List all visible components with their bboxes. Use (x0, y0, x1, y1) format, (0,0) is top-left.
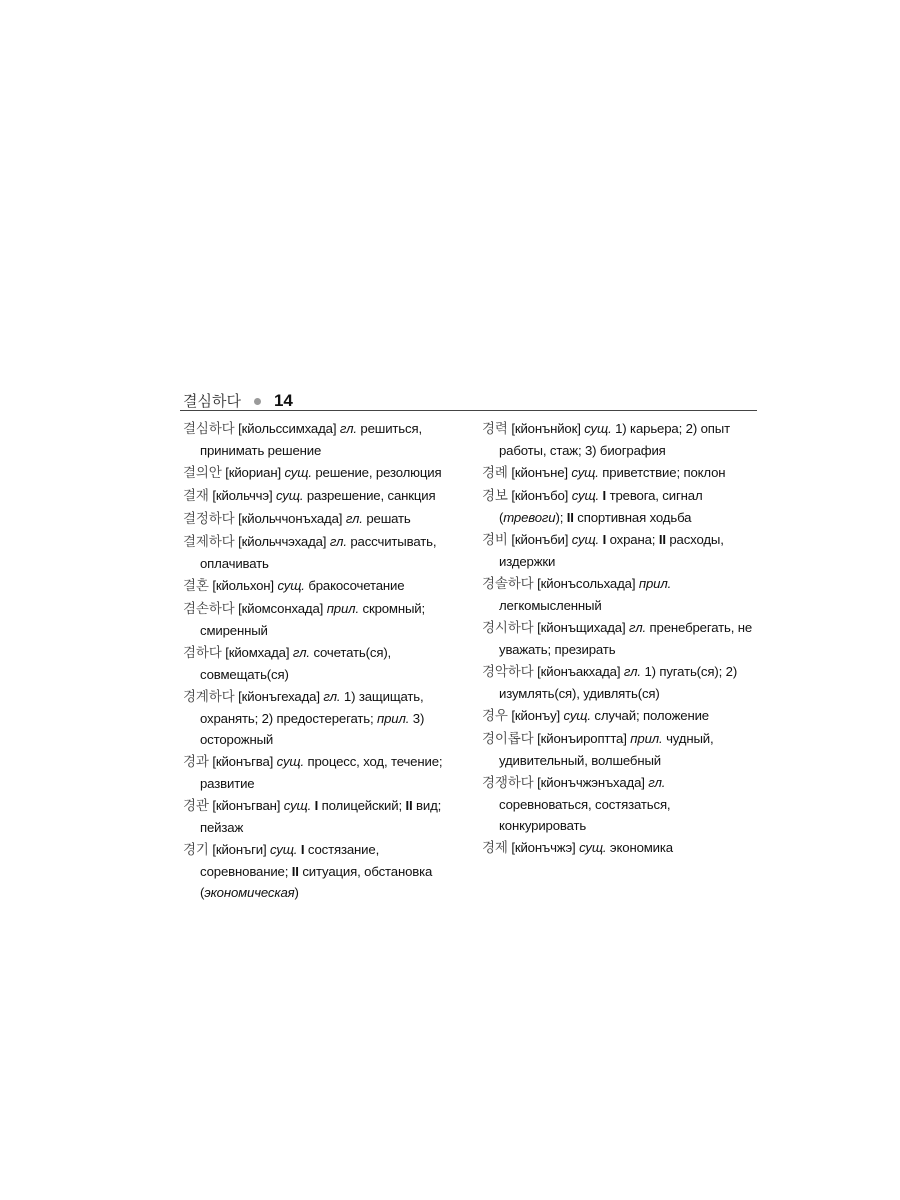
dictionary-entry (183, 531, 465, 574)
transcription: [кйонъщихада] (537, 620, 626, 635)
part-of-speech: прил. (326, 601, 359, 616)
part-of-speech: гл. (329, 534, 347, 549)
definition-text: легкомысленный (499, 598, 602, 613)
left-column (183, 418, 465, 904)
dictionary-entry (183, 642, 465, 685)
definition-text: сочетать(ся), совмещать(ся) (200, 645, 392, 682)
definition-text: случай; положение (594, 708, 709, 723)
page-number: 14 (273, 391, 293, 410)
definition-text: пренебрегать, не уважать; презирать (499, 620, 753, 657)
definition-text: рассчитывать, оплачивать (200, 534, 437, 571)
definition-text: скромный; смиренный (200, 601, 426, 638)
part-of-speech: сущ. (571, 488, 600, 503)
bullet-separator-icon (254, 398, 261, 405)
headword-korean: 경쟁하다 (482, 775, 534, 791)
sense-marker-1: I (602, 488, 607, 503)
definition-text: соревноваться, состязаться, конкурировать (499, 797, 671, 833)
transcription: [кйольччонъхада] (238, 511, 343, 526)
transcription: [кйольхон] (212, 578, 274, 593)
dictionary-entry (183, 686, 465, 750)
part-of-speech: сущ. (579, 840, 607, 855)
part-of-speech: гл. (292, 645, 310, 660)
definition-text-tail: вид; пейзаж (200, 798, 442, 835)
part-of-speech: гл. (648, 775, 666, 790)
dictionary-entry (482, 772, 760, 836)
definition (366, 511, 410, 526)
transcription: [кйольччэхада] (238, 534, 327, 549)
definition (610, 840, 673, 855)
part-of-speech: гл. (629, 620, 647, 635)
dictionary-entry (482, 705, 760, 727)
dictionary-entry (183, 751, 465, 794)
part-of-speech: сущ. (283, 798, 312, 813)
definition-text: тревога, сигнал ( (499, 488, 703, 525)
dictionary-entry (482, 462, 760, 484)
part-of-speech: сущ. (276, 488, 304, 503)
headword-korean: 결혼 (183, 578, 209, 594)
part-of-speech-2: прил. (377, 711, 410, 726)
sense-marker-1: I (314, 798, 319, 813)
transcription: [кйомхада] (225, 645, 290, 660)
headword-korean: 결정하다 (183, 511, 235, 527)
definition-text: процесс, ход, течение; развитие (200, 754, 443, 791)
headword-korean: 결재 (183, 488, 209, 504)
definition-text-tail: ситуация, обстановка ( (200, 864, 433, 900)
definition (602, 465, 725, 480)
definition-text: 1) защищать, охранять; 2) предостерегать; (200, 689, 424, 726)
headword-korean: 경악하다 (482, 664, 534, 680)
dictionary-entry (183, 418, 465, 461)
definition-note: тревоги (503, 510, 556, 525)
definition-text: охрана; (606, 532, 659, 547)
definition (499, 598, 602, 613)
sense-marker-1: I (300, 842, 305, 857)
part-of-speech: сущ. (277, 578, 305, 593)
part-of-speech: сущ. (571, 532, 600, 547)
dictionary-entry (183, 575, 465, 597)
transcription: [кйонъги] (212, 842, 267, 857)
headword-korean: 경솔하다 (482, 576, 534, 592)
transcription: [кйольссимхада] (238, 421, 337, 436)
transcription: [кйориан] (225, 465, 281, 480)
transcription: [кйольччэ] (212, 488, 273, 503)
definition-text-2: 3) осторожный (200, 711, 425, 747)
headword-korean: 결심하다 (183, 421, 235, 437)
definition-note: экономическая (204, 885, 295, 900)
sense-marker-1: I (602, 532, 607, 547)
headword-korean: 경비 (482, 532, 508, 548)
definition-text: экономика (609, 840, 673, 855)
part-of-speech: сущ. (563, 708, 591, 723)
definition-text: решиться, принимать решение (200, 421, 422, 458)
dictionary-entry (183, 508, 465, 530)
transcription: [кйонъироптта] (537, 731, 627, 746)
headword-korean: 경기 (183, 842, 209, 858)
definition-text: чудный, удивительный, волшебный (499, 731, 714, 768)
dictionary-entry (183, 795, 465, 838)
part-of-speech: гл. (323, 689, 341, 704)
headword-korean: 경제 (482, 840, 508, 856)
headword-korean: 결제하다 (183, 534, 235, 550)
sense-marker-2: II (291, 864, 299, 879)
definition-text-tail: спортивная ходьба (573, 510, 692, 525)
dictionary-entry (482, 837, 760, 859)
definition-text: решение, резолюция (315, 465, 442, 480)
definition-text-mid: ); (555, 510, 567, 525)
dictionary-entry (482, 529, 760, 572)
definition (594, 708, 709, 723)
headword-korean: 경계하다 (183, 689, 235, 705)
right-column (482, 418, 760, 860)
dictionary-entry (482, 573, 760, 616)
part-of-speech: прил. (638, 576, 672, 591)
definition-text: полицейский; (318, 798, 406, 813)
part-of-speech: сущ. (584, 421, 612, 436)
dictionary-entry (183, 839, 465, 903)
transcription: [кйонъгва] (212, 754, 274, 769)
definition-text: бракосочетание (308, 578, 405, 593)
transcription: [кйонъчжэнъхада] (537, 775, 645, 790)
headword-korean: 경시하다 (482, 620, 534, 636)
headword-korean: 경관 (183, 798, 209, 814)
header-word: 결심하다 (183, 392, 241, 410)
transcription: [кйомсонхада] (238, 601, 324, 616)
headword-korean: 결의안 (183, 465, 222, 481)
sense-marker-2: II (658, 532, 666, 547)
definition-text: разрешение, санкция (306, 488, 436, 503)
definition (308, 578, 404, 593)
dictionary-entry (482, 728, 760, 771)
definition-text: 1) карьера; 2) опыт работы, стаж; 3) биография (499, 421, 730, 458)
headword-korean: 경례 (482, 465, 508, 481)
part-of-speech: сущ. (571, 465, 599, 480)
dictionary-entry (482, 418, 760, 461)
definition-text: решать (366, 511, 411, 526)
dictionary-entry (183, 485, 465, 507)
dictionary-entry (482, 485, 760, 528)
sense-marker-2: II (566, 510, 574, 525)
transcription: [кйонъгван] (212, 798, 281, 813)
transcription: [кйонъсольхада] (537, 576, 636, 591)
dictionary-entry (183, 462, 465, 484)
transcription: [кйонъне] (511, 465, 568, 480)
definition-text: состязание, соревнование; (200, 842, 380, 879)
dictionary-entry (183, 598, 465, 641)
dictionary-entry (482, 661, 760, 704)
definition-text-end: ) (294, 885, 299, 900)
definition-text-tail: расходы, издержки (499, 532, 724, 569)
transcription: [кйонъби] (511, 532, 569, 547)
transcription: [кйонъчжэ] (511, 840, 576, 855)
headword-korean: 겸하다 (183, 645, 222, 661)
definition (499, 797, 670, 833)
header-rule (180, 410, 757, 411)
headword-korean: 경보 (482, 488, 508, 504)
headword-korean: 겸손하다 (183, 601, 235, 617)
part-of-speech: гл. (339, 421, 357, 436)
headword-korean: 경이롭다 (482, 731, 534, 747)
headword-korean: 경과 (183, 754, 209, 770)
definition-text: приветствие; поклон (602, 465, 726, 480)
definition (307, 488, 436, 503)
transcription: [кйонъакхада] (537, 664, 621, 679)
part-of-speech: прил. (630, 731, 663, 746)
definition (315, 465, 441, 480)
transcription: [кйонъгехада] (238, 689, 320, 704)
transcription: [кйонъбо] (511, 488, 569, 503)
part-of-speech: сущ. (276, 754, 304, 769)
sense-marker-2: II (405, 798, 413, 813)
headword-korean: 경우 (482, 708, 508, 724)
dictionary-entry (482, 617, 760, 660)
part-of-speech: сущ. (269, 842, 298, 857)
part-of-speech: сущ. (284, 465, 312, 480)
running-header (183, 384, 757, 410)
definition-text: 1) пугать(ся); 2) изумлять(ся), удивлять(ся) (499, 664, 738, 701)
transcription: [кйонънйок] (511, 421, 581, 436)
part-of-speech: гл. (345, 511, 363, 526)
part-of-speech: гл. (623, 664, 641, 679)
transcription: [кйонъу] (511, 708, 561, 723)
headword-korean: 경력 (482, 421, 508, 437)
